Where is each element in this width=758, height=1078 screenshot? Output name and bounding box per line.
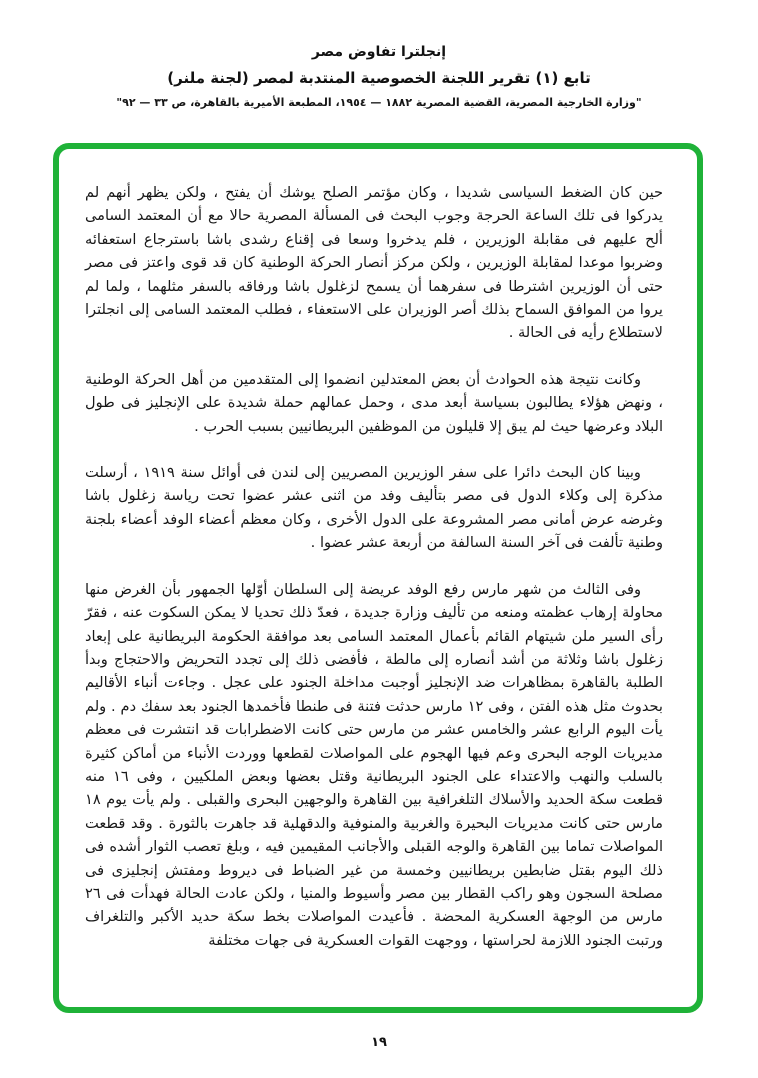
page-footer: [0, 1031, 758, 1050]
document-header: [0, 44, 758, 109]
paragraph-1: حين كان الضغط السياسى شديدا ، وكان مؤتمر الصلح يوشك أن يفتح ، ولكن يظهر أنهم لم يدركوا فى تلك الساعة الحرجة وجوب البحث فى المسألة المصرية حالا مع أن المعتمد السامى ألح عليهم فى مقابلة الوزيرين ، فلم يدخروا وسعا فى إقناع رشدى باشا باسترجاع استعفائه وضربوا موعدا لمقابلة الوزيرين ، ولكن مركز أنصار الحركة الوطنية كان قد قوى واعتز فى مصر حتى أن الوزيرين اشترطا فى سفرهما أن يسمح لزغلول باشا ورفاقه بالسفر مثلهما ، ولما لم يروا من الموافق السماح بذلك أصر الوزيران على الاستعفاء ، فطلب المعتمد السامى إلى انجلترا لاستطلاع رأيه فى الحالة .: [85, 184, 663, 342]
paragraph-2: وكانت نتيجة هذه الحوادث أن بعض المعتدلين انضموا إلى المتقدمين من أهل الحركة الوطنية ، ونهض هؤلاء يطالبون بسياسة أبعد مدى ، وحمل عمالهم حملة شديدة على الإنجليز فى طول البلاد وعرضها حيث لم يبق إلا قليلون من الموظفين البريطانيين بسبب الحرب .: [85, 370, 663, 435]
source-citation: "وزارة الخارجية المصرية، القضية المصرية ١٨٨٢ — ١٩٥٤، المطبعة الأميرية بالقاهرة، ص ٣٣ — ٩٢": [116, 96, 642, 109]
paragraph-3: وبينا كان البحث دائرا على سفر الوزيرين المصريين إلى لندن فى أوائل سنة ١٩١٩ ، أرسلت مذكرة إلى وكلاء الدول فى مصر بتأليف وفد من اثنى عشر عضوا تحت رياسة زغلول باشا وغرضه عرض أمانى مصر المشروعة على الدول الأخرى ، وكان معظم أعضاء الوفد أعضاء بلجنة وطنية تألفت فى آخر السنة السالفة من أربعة عشر عضوا .: [85, 464, 663, 552]
page-number: ١٩: [371, 1035, 387, 1050]
document-subtitle: تابع (١) تقرير اللجنة الخصوصية المنتدبة لمصر (لجنة ملنر): [167, 69, 591, 87]
document-title: إنجلترا تفاوض مصر: [311, 44, 447, 60]
paragraph-4: وفى الثالث من شهر مارس رفع الوفد عريضة إلى السلطان أوّلها الجمهور بأن الغرض منها محاولة إرهاب عظمته ومنعه من تأليف وزارة جديدة ، فعدّ ذلك تحديا لا يمكن السكوت عنه ، فقرّ رأى السير ملن شيتهام القائم بأعمال المعتمد السامى بعد موافقة الحكومة البريطانية على إبعاد زغلول باشا وثلاثة من أشد أنصاره إلى مالطة ، فأفضى ذلك إلى تجدد التحريض والاحتجاج وبدأ الطلبة بالقاهرة بمظاهرات ضد الإنجليز أوجبت مداخلة الجنود على عجل . وجاءت أنباء الأقاليم بحدوث مثل هذه الفتن ، وفى ١٢ مارس حدثت فتنة فى طنطا فأخمدها الجنود بعد سفك دم . ولم يأت اليوم الرابع عشر والخامس عشر من مارس حتى كانت الاضطرابات قد انتشرت فى معظم مديريات الوجه البحرى وعم فيها الهجوم على المواصلات لقطعها ووردت الأنباء من أماكن كثيرة بالسلب والنهب والاعتداء على الجنود البريطانية وقتل بعضها وبعض الملكيين ، وفى ١٦ منه قطعت سكة الحديد والأسلاك التلغرافية بين القاهرة والوجهين البحرى والقبلى . ولم يأت يوم ١٨ مارس حتى كانت مديريات البحيرة والغربية والمنوفية والدقهلية قد جاهرت بالثورة . وقد قطعت المواصلات تماما بين القاهرة والوجه القبلى والأجانب المقيمين فيه ، وبلغ تعصب الثوار أشده فى ذلك اليوم بقتل ضابطين بريطانيين وخمسة من غير الضباط فى ديروط ومفتش إنجليزى فى مصلحة السجون وهو راكب القطار بين مصر وأسيوط والمنيا ، ولكن عادت الحالة فهدأت فى ٢٦ مارس من الوجهة العسكرية المحضة . فأعيدت المواصلات بخط سكة حديد الأكبر والتلغراف ورتبت الجنود اللازمة لحراستها ، ووجهت القوات العسكرية فى جهات مختلفة: [85, 580, 663, 949]
highlight-frame: [53, 143, 703, 1013]
document-body: [59, 149, 697, 1007]
